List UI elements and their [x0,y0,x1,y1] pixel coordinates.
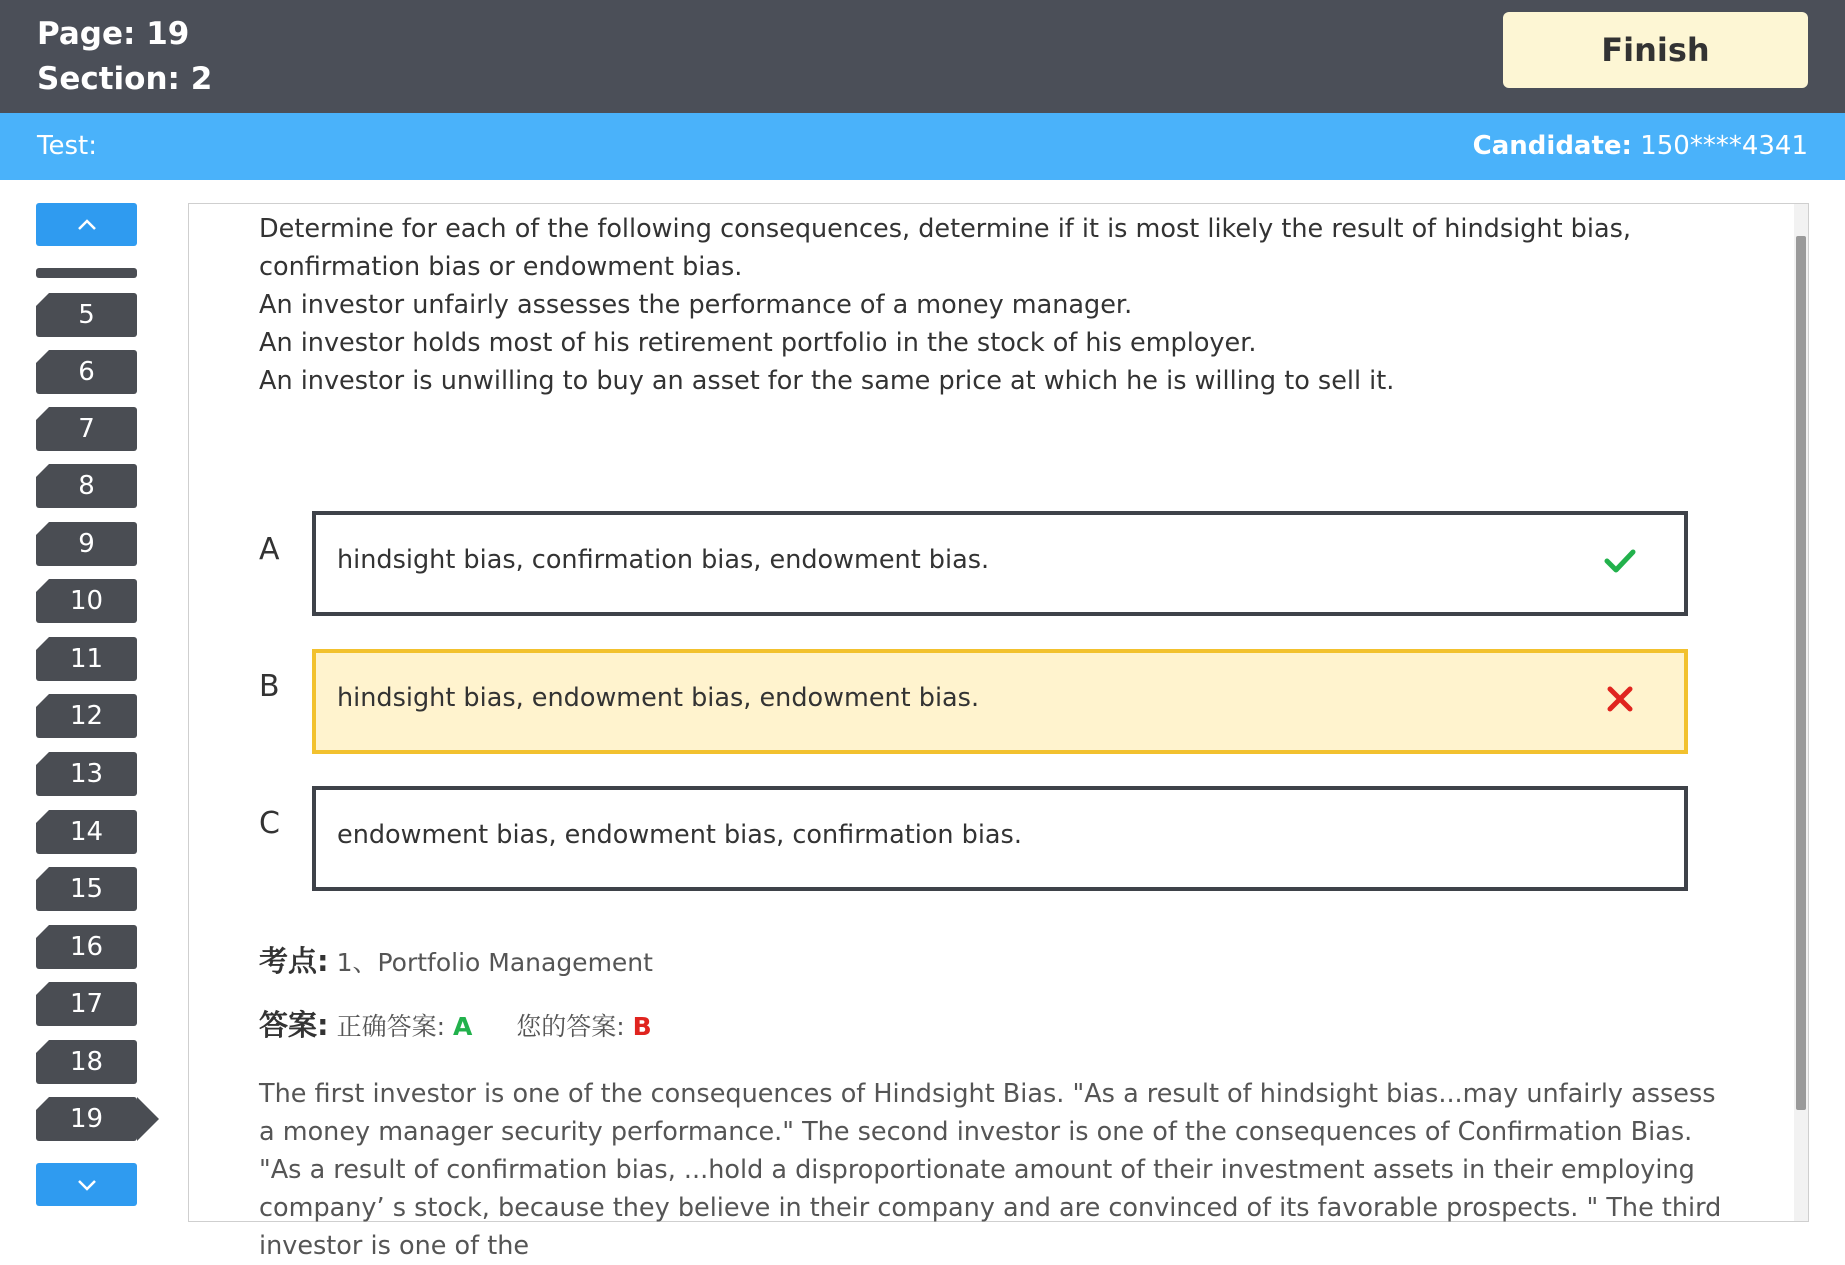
your-answer-value: B [632,1012,652,1041]
correct-answer-value: A [452,1012,473,1041]
chevron-down-icon [77,1179,97,1191]
top-header [0,0,1845,113]
question-tab-17[interactable]: 17 [36,982,137,1026]
question-line-1: An investor unfairly assesses the performance of a money manager. [259,290,1133,320]
candidate-label: Candidate: [1472,131,1632,161]
question-tab-19-current[interactable]: 19 [36,1097,137,1141]
option-b-text: hindsight bias, endowment bias, endowment bias. [337,683,980,713]
option-b-selected[interactable] [312,649,1688,754]
question-tab-18[interactable]: 18 [36,1040,137,1084]
question-tab-14[interactable]: 14 [36,810,137,854]
panel-scrollbar-thumb[interactable] [1796,236,1806,1110]
topic-value: 1、Portfolio Management [336,948,653,977]
topic-row [259,939,653,980]
question-line-3: An investor is unwilling to buy an asset for the same price at which he is willing to sell it. [259,366,1395,396]
test-info-bar [0,113,1845,180]
check-icon [1602,543,1638,579]
candidate-info [1473,131,1808,161]
question-tab-5[interactable]: 5 [36,293,137,337]
option-a[interactable] [312,511,1688,616]
question-tab-12[interactable]: 12 [36,694,137,738]
option-a-text: hindsight bias, confirmation bias, endowment bias. [337,545,990,575]
your-answer-label: 您的答案: [516,1012,625,1041]
question-tab-10[interactable]: 10 [36,579,137,623]
nav-scroll-down-button[interactable] [36,1163,137,1206]
candidate-id: 150****4341 [1640,131,1808,161]
question-tab-6[interactable]: 6 [36,350,137,394]
question-prompt: Determine for each of the following consequences, determine if it is most likely the result of hindsight bias, confirmation bias or endowment bias. [259,214,1631,282]
question-tab-11[interactable]: 11 [36,637,137,681]
cross-icon [1602,681,1638,717]
panel-scrollbar[interactable] [1794,204,1808,1221]
option-a-letter: A [259,532,280,567]
option-c[interactable] [312,786,1688,891]
page-number: Page: 19 [37,16,190,52]
correct-answer-label: 正确答案: [336,1012,445,1041]
question-tab-9[interactable]: 9 [36,522,137,566]
question-tab-16[interactable]: 16 [36,925,137,969]
question-tab-13[interactable]: 13 [36,752,137,796]
topic-label: 考点: [259,944,329,978]
option-c-text: endowment bias, endowment bias, confirmation bias. [337,820,1022,850]
answer-label: 答案: [259,1008,329,1042]
question-text [259,210,1719,400]
nav-scroll-up-button[interactable] [36,203,137,246]
explanation-text: The first investor is one of the consequences of Hindsight Bias. "As a result of hindsight bias...may unfairly assess a money manager security performance." The second investor is one of the consequences of Confirmation Bias. "As a result of confirmation bias, ...hold a disproportionate amount of their investment assets in their employing company’ s stock, because they believe in their company and are convinced of its favorable prospects. " The third investor is one of the [259,1079,1722,1261]
chevron-up-icon [77,219,97,231]
option-c-letter: C [259,806,280,841]
question-navigator [36,263,166,1159]
option-b-letter: B [259,669,280,704]
question-line-2: An investor holds most of his retirement portfolio in the stock of his employer. [259,328,1257,358]
test-label: Test: [37,131,97,161]
question-tab-7[interactable]: 7 [36,407,137,451]
section-number: Section: 2 [37,61,213,97]
page-info [37,12,212,102]
answer-row [259,1003,652,1044]
question-panel [188,203,1809,1261]
question-tab-15[interactable]: 15 [36,867,137,911]
finish-button[interactable]: Finish [1503,12,1808,88]
question-tab-8[interactable]: 8 [36,464,137,508]
